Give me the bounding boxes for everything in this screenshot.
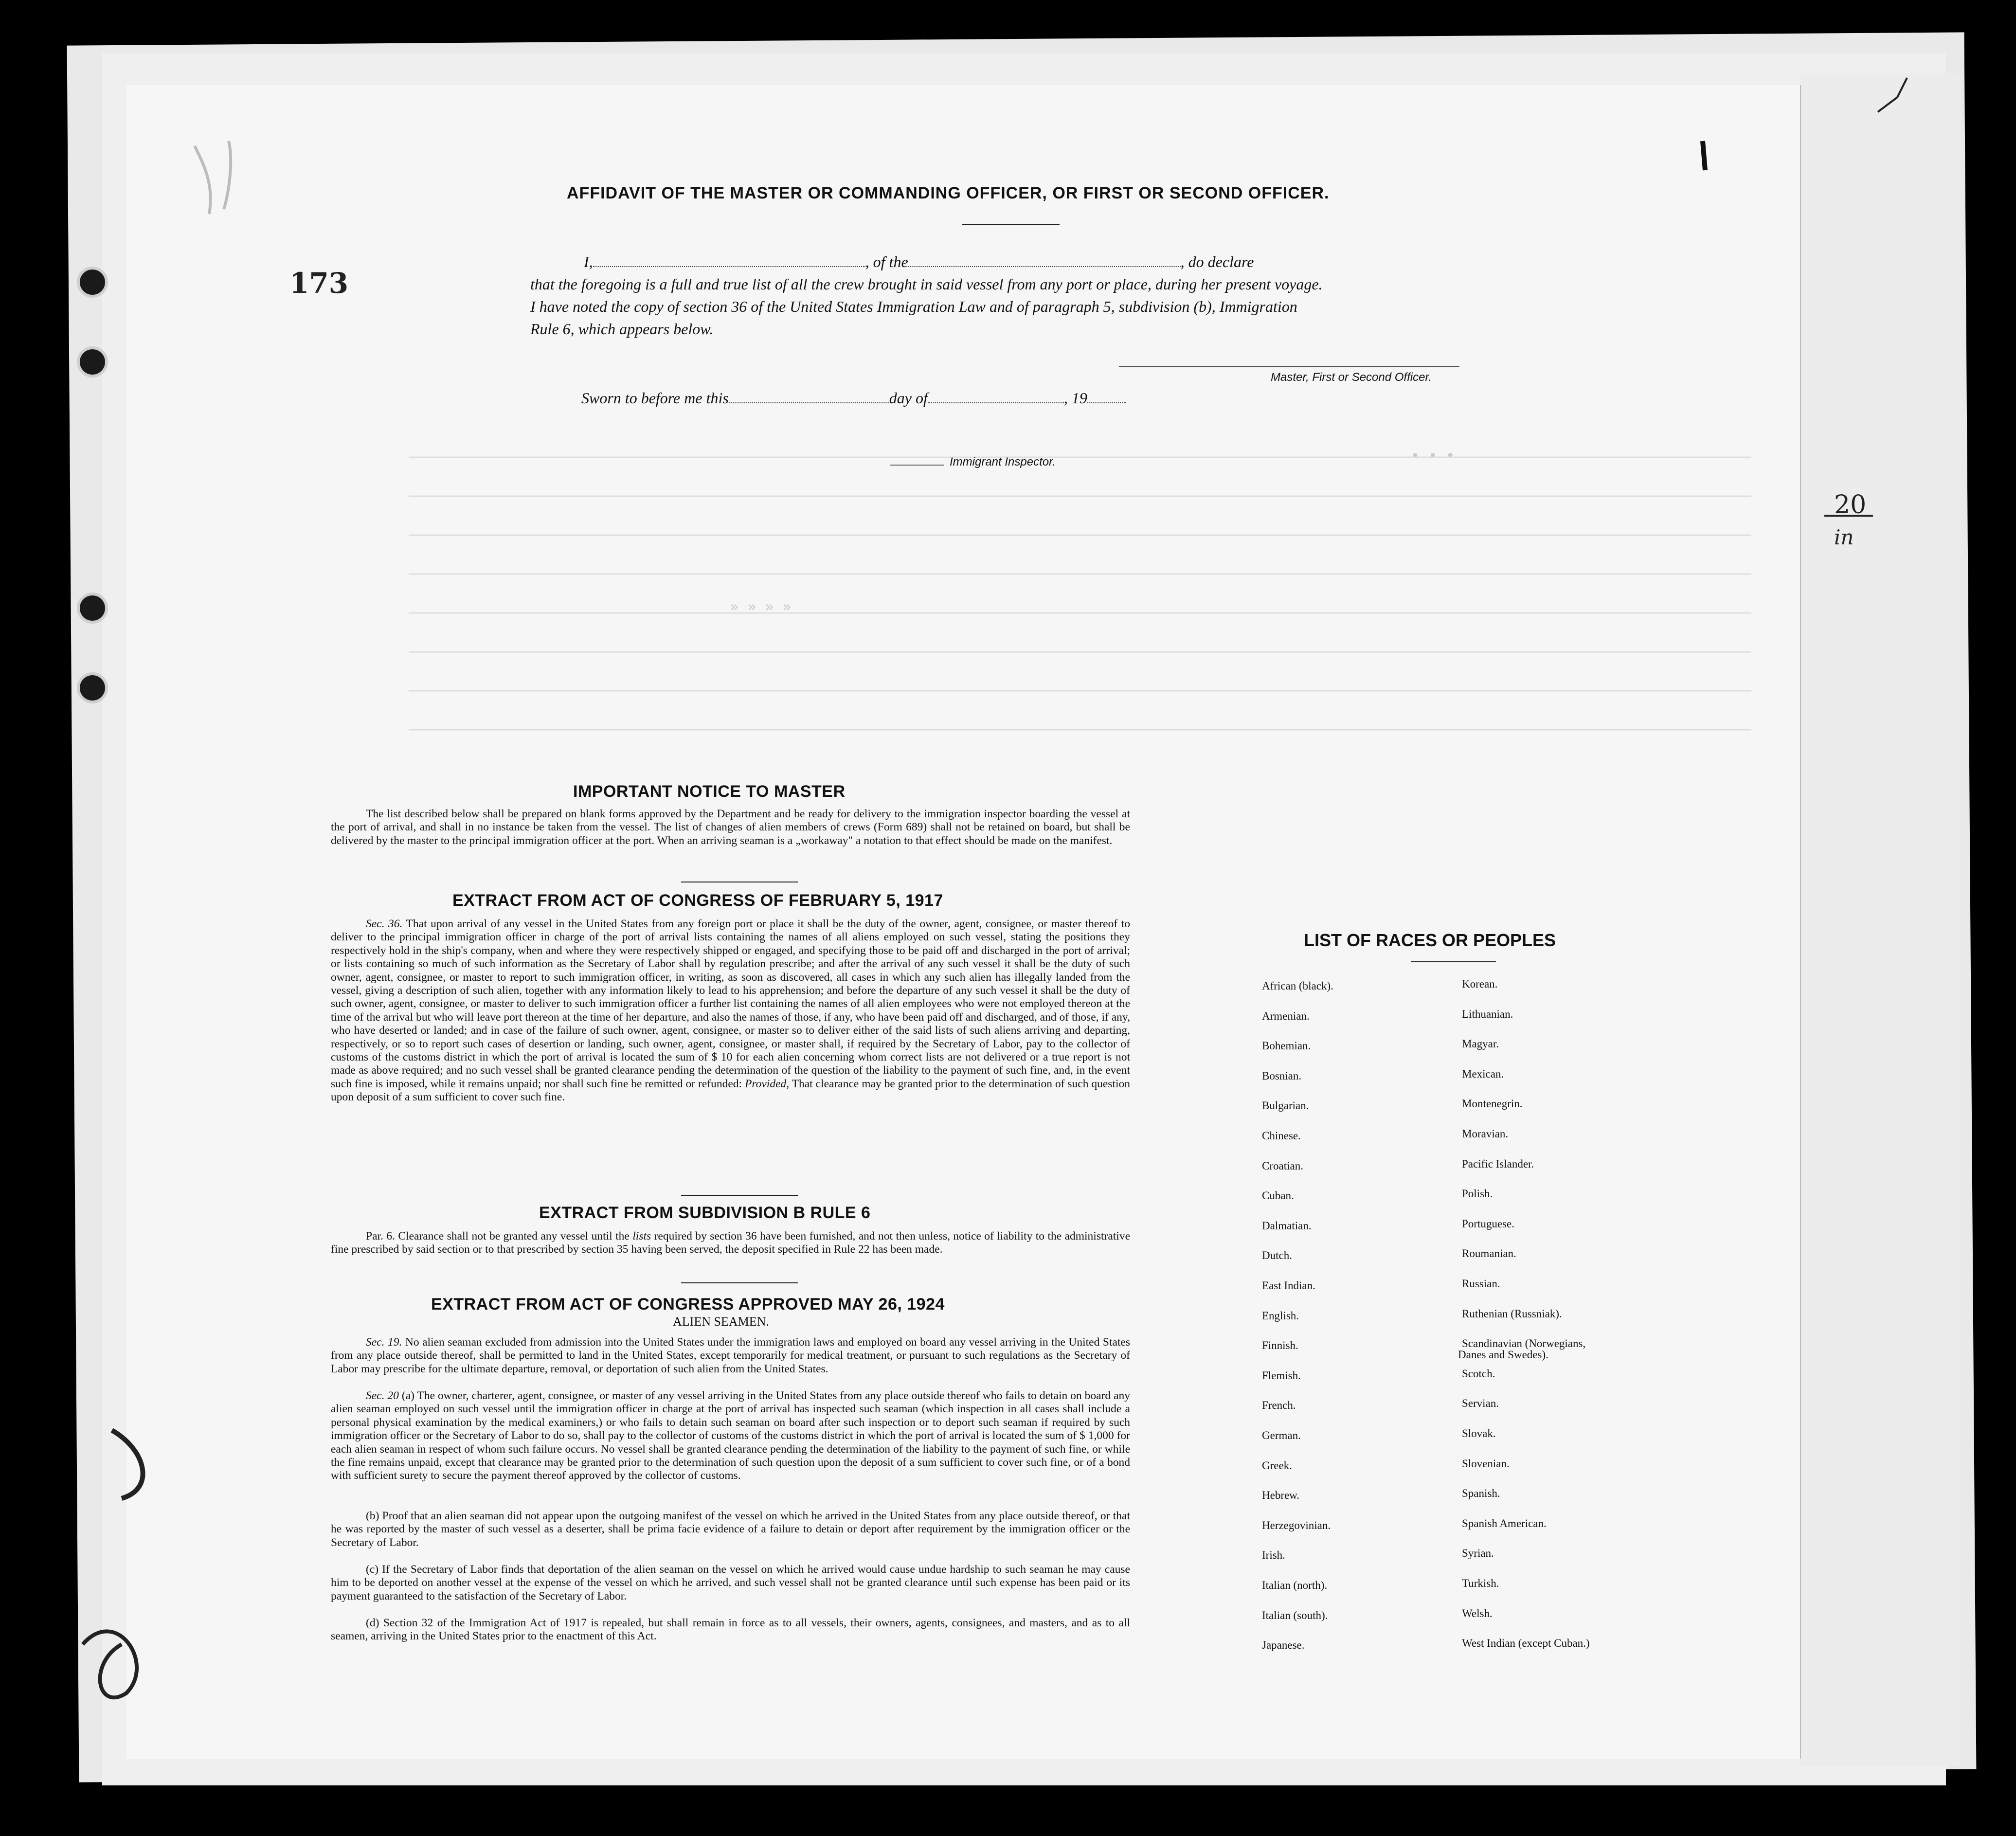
par6-tail: required by section 36 have been furnished, and not then unless, notice of liability to the administrative fine prescribed by said section or to that prescribed by section 35 having been served, the deposit specified in Rule 22 has been made. xyxy=(331,1230,1131,1256)
par6-text: Par. 6. Clearance shall not be granted any vessel until the xyxy=(366,1230,630,1242)
year-blank xyxy=(1087,392,1126,403)
race-item: Italian (south). xyxy=(1262,1609,1328,1621)
bleed-through-text: • • • xyxy=(1411,448,1455,465)
bleed-through-text: » » » » xyxy=(730,598,792,615)
race-item: Bulgarian. xyxy=(1262,1099,1309,1112)
race-item: Portuguese. xyxy=(1462,1217,1514,1230)
affidavit-declaration-line xyxy=(584,253,1254,271)
race-item: Cuban. xyxy=(1262,1189,1294,1202)
race-item: Polish. xyxy=(1462,1188,1493,1200)
race-item: Armenian. xyxy=(1262,1009,1310,1022)
race-item: Spanish American. xyxy=(1462,1517,1547,1530)
day-blank xyxy=(729,392,889,403)
section-20a-paragraph xyxy=(331,1389,1130,1483)
month-blank xyxy=(928,392,1064,403)
inspector-signature-line xyxy=(890,465,944,466)
extract-rule6-title: EXTRACT FROM SUBDIVISION B RULE 6 xyxy=(539,1204,871,1222)
handwritten-margin-letters: in xyxy=(1834,525,1854,549)
divider xyxy=(681,1195,798,1196)
race-item: Finnish. xyxy=(1262,1339,1298,1352)
master-signature-caption: Master, First or Second Officer. xyxy=(1271,371,1432,384)
affidavit-title: AFFIDAVIT OF THE MASTER OR COMMANDING OFFICER, OR FIRST OR SECOND OFFICER. xyxy=(567,184,1330,202)
race-item: Scotch. xyxy=(1462,1367,1495,1380)
race-item: Mexican. xyxy=(1462,1067,1504,1080)
provided-word: Provided, xyxy=(744,1077,790,1090)
extract-1924-subtitle: ALIEN SEAMEN. xyxy=(673,1314,769,1329)
affidavit-do-declare: , do declare xyxy=(1180,253,1254,270)
races-list-title: LIST OF RACES OR PEOPLES xyxy=(1304,930,1556,950)
race-item: Russian. xyxy=(1462,1278,1500,1290)
race-item: Irish. xyxy=(1262,1549,1285,1562)
section-20a-text: (a) The owner, charterer, agent, consignee, or master of any vessel arriving in the United States from any place outside thereof who fails to detain on board any alien seaman employed on such vessel until the immigration officer in charge at the port of arrival has inspected such seaman (which inspection in all cases shall include a personal physical examination by the medical examiners,) or who fails to detain such seaman on board after such inspection or to deport such seaman if required by such immigration officer or the Secretary of Labor to do so, shall pay to the collector of customs of the customs district in which the port of arrival is located the sum of $ 1,000 for each alien seaman in respect of whom such failure occurs. No vessel shall be granted clearance pending the determination of the liability to the payment of such fine, or while the fine remains unpaid, except that clearance may be granted prior to the determination of such question upon the deposit of a sum sufficient to cover such fine, or of a bond with sufficient surety to secure the payment thereof approved by the collector of customs. xyxy=(331,1389,1130,1482)
affidavit-of-the: , of the xyxy=(865,253,908,270)
race-item: Moravian. xyxy=(1462,1128,1509,1140)
race-item: Slovenian. xyxy=(1462,1457,1510,1470)
race-item: Hebrew. xyxy=(1262,1489,1300,1502)
race-item: English. xyxy=(1262,1309,1299,1322)
race-item: East Indian. xyxy=(1262,1279,1315,1292)
vessel-blank xyxy=(908,255,1181,267)
notice-body: The list described below shall be prepared on blank forms approved by the Department and be ready for delivery to the immigration inspector boarding the vessel at the port of arrival, and shall in no instance be taken from the vessel. The list of changes of alien members of crews (Form 689) shall not be retained on board, but shall be delivered by the master to the principal immigration officer at the port. When an arriving seaman is a „workaway" a notation to that effect should be made on the manifest. xyxy=(331,808,1130,847)
race-item-continuation: Danes and Swedes). xyxy=(1458,1349,1548,1361)
section-19-paragraph xyxy=(331,1336,1130,1376)
section-20-label: Sec. 20 xyxy=(366,1389,399,1402)
race-item: Scandinavian (Norwegians, xyxy=(1462,1337,1586,1350)
divider xyxy=(681,1282,798,1283)
race-item: Lithuanian. xyxy=(1462,1008,1513,1020)
race-item: Pacific Islander. xyxy=(1462,1157,1534,1170)
race-item: Turkish. xyxy=(1462,1577,1499,1589)
race-item: Bosnian. xyxy=(1262,1069,1302,1082)
race-item: Dalmatian. xyxy=(1262,1219,1312,1232)
race-item: Greek. xyxy=(1262,1459,1292,1472)
race-item: West Indian (except Cuban.) xyxy=(1462,1637,1590,1650)
race-item: Ruthenian (Russniak). xyxy=(1462,1307,1562,1320)
race-item: Slovak. xyxy=(1462,1427,1496,1440)
extract-1924-title: EXTRACT FROM ACT OF CONGRESS APPROVED MAY 26, 1924 xyxy=(431,1295,945,1314)
race-item: Montenegrin. xyxy=(1462,1098,1523,1110)
race-item: Korean. xyxy=(1462,978,1498,990)
section-36-text: That upon arrival of any vessel in the United States from any foreign port or place it shall be the duty of the owner, agent, consignee, or master thereof to deliver to the principal immigration officer in charge of the port of arrival lists containing the names of all aliens employed on such vessel, stating the positions they respectively hold in the ship's company, when and where they were respectively shipped or engaged, and specifying those to be paid off and discharged in the port of arrival; or lists containing so much of such information as the Secretary of Labor shall by regulation prescribe; and after the arrival of any such vessel it shall be the duty of such owner, agent, consignee, or master to report to such immigration officer, in writing, as soon as discovered, all cases in which any such alien has illegally landed from the vessel, giving a description of such alien, together with any information likely to lead to his apprehension; and before the departure of any such vessel it shall be the duty of such owner, agent, consignee, or master to deliver to such immigration officer a further list containing the names of all alien employees who were not employed thereon at the time of the arrival but who will leave port thereon at the time of her departure, and also the names of those, if any, who have been paid off and discharged, and of those, if any, who have deserted or landed; and in case of the failure of such owner, agent, consignee, or master so to deliver either of the said lists of such aliens arriving and departing, respectively, or so to report such cases of desertion or landing, such owner, agent, consignee, or master shall, if required by the Secretary of Labor, pay to the collector of customs of the customs district in which the port of arrival is located the sum of $ 10 for each alien concerning whom correct lists are not delivered or a true report is not made as above required; and no such vessel shall be granted clearance pending the determination of the question of the liability to the payment of such fine, and, in the event such fine is imposed, while it remains unpaid; nor shall such fine be remitted or refunded: xyxy=(331,918,1130,1090)
race-item: German. xyxy=(1262,1429,1301,1441)
race-item: Japanese. xyxy=(1262,1639,1305,1652)
sworn-line xyxy=(581,389,1126,407)
affidavit-line-4: Rule 6, which appears below. xyxy=(530,320,714,338)
signature-line xyxy=(1119,366,1459,367)
immigrant-inspector-caption: Immigrant Inspector. xyxy=(950,455,1056,468)
section-19-label: Sec. 19. xyxy=(366,1336,402,1349)
affidavit-line-3: I have noted the copy of section 36 of the United States Immigration Law and of paragraph 5, subdivision (b), Immigration xyxy=(530,298,1297,315)
sworn-text: Sworn to before me this xyxy=(581,389,729,407)
affidavit-i: I, xyxy=(584,253,593,270)
race-item: Italian (north). xyxy=(1262,1579,1328,1591)
race-item: Spanish. xyxy=(1462,1487,1500,1500)
section-19-text: No alien seaman excluded from admission into the United States under the immigration laws and employed on board any vessel arriving in the United States from any place outside thereof, shall be permitted to land in the United States, except temporarily for medical treatment, or pursuant to such regulations as the Secretary of Labor may prescribe for the ultimate departure, removal, or deportation of such alien from the United States. xyxy=(331,1336,1130,1375)
race-item: Herzegovinian. xyxy=(1262,1519,1331,1531)
section-20c-paragraph: (c) If the Secretary of Labor finds that deportation of the alien seaman on the vessel on which he arrived would cause undue hardship to such seaman he may cause him to be deported on another vessel at the expense of the vessel on which he arrived, and such vessel shall not be granted clearance until such expense has been paid or its payment guaranteed to the satisfaction of the Secretary of Labor. xyxy=(331,1563,1130,1602)
race-item: Magyar. xyxy=(1462,1038,1499,1050)
section-20b-paragraph: (b) Proof that an alien seaman did not appear upon the outgoing manifest of the vessel on which he arrived in the United States from any place outside thereof, or that he was reported by the master of such vessel as a deserter, shall be prima facie evidence of a failure to detain or deport after requirement by the immigration officer or the Secretary of Labor. xyxy=(331,1510,1130,1549)
race-item: Chinese. xyxy=(1262,1130,1301,1142)
race-item: French. xyxy=(1262,1399,1296,1412)
divider xyxy=(962,224,1060,225)
race-item: Flemish. xyxy=(1262,1369,1301,1382)
day-of-text: day of xyxy=(889,389,928,407)
section-20d-paragraph: (d) Section 32 of the Immigration Act of 1917 is repealed, but shall remain in force as to all vessels, their owners, agents, consignees, and masters, and as to all seamen, arriving in the United States prior to the enactment of this Act. xyxy=(331,1617,1130,1643)
race-item: Welsh. xyxy=(1462,1607,1493,1620)
extract-1917-title: EXTRACT FROM ACT OF CONGRESS OF FEBRUARY 5, 1917 xyxy=(452,891,943,910)
notice-title: IMPORTANT NOTICE TO MASTER xyxy=(573,782,846,801)
race-item: African (black). xyxy=(1262,980,1333,992)
affidavit-line-2: that the foregoing is a full and true list of all the crew brought in said vessel from any port or place, during her present voyage. xyxy=(530,275,1323,293)
section-36-label: Sec. 36. xyxy=(366,918,403,930)
race-item: Bohemian. xyxy=(1262,1040,1311,1052)
race-item: Dutch. xyxy=(1262,1249,1292,1262)
extract-rule6-body xyxy=(331,1230,1130,1257)
year-text: , 19 xyxy=(1063,389,1087,407)
race-item: Croatian. xyxy=(1262,1159,1303,1172)
handwritten-margin-number: 20 xyxy=(1834,490,1867,520)
name-blank xyxy=(593,255,865,267)
race-item: Servian. xyxy=(1462,1397,1499,1410)
lists-word: lists xyxy=(632,1230,651,1242)
extract-1917-body xyxy=(331,918,1130,1104)
divider xyxy=(1411,961,1496,962)
handwritten-page-number: 173 xyxy=(289,267,349,300)
section-36-tail: That clearance may be granted prior to the determination of such question upon deposit of a sum sufficient to cover such fine. xyxy=(331,1077,1131,1104)
race-item: Syrian. xyxy=(1462,1547,1494,1560)
race-item: Roumanian. xyxy=(1462,1247,1516,1260)
